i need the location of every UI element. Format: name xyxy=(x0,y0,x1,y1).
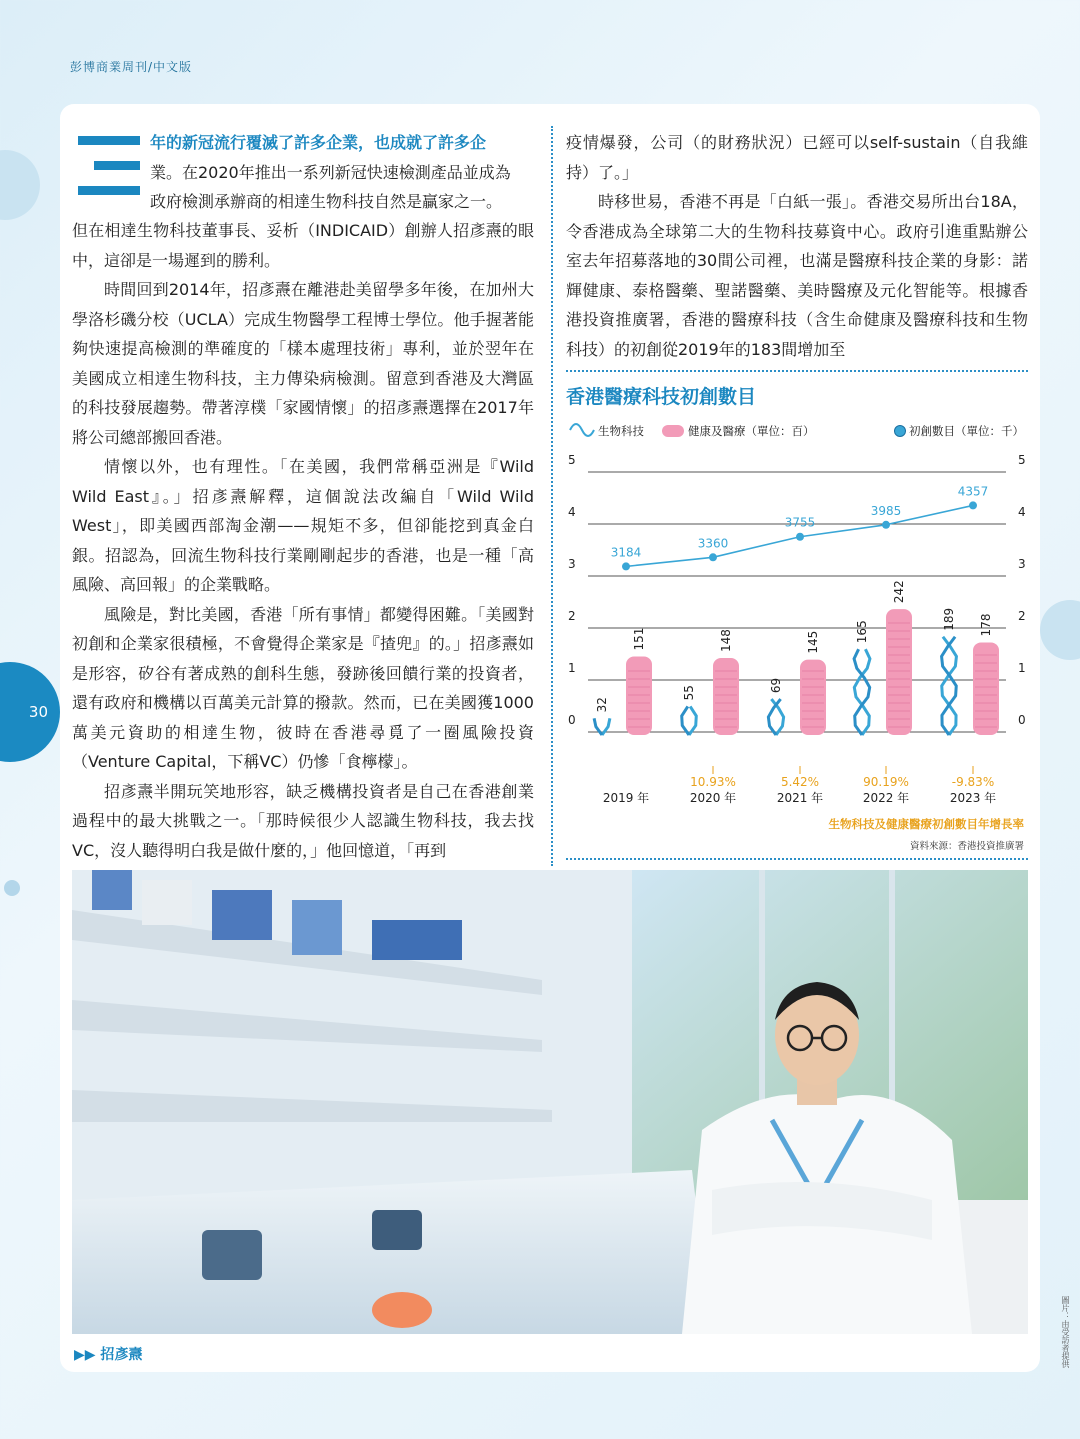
article-paragraph: 但在相達生物科技董事長、妥析（INDICAID）創辦人招彥燾的眼中，這卻是一場遲到的勝利。 xyxy=(72,221,534,270)
article-paragraph: 風險是，對比美國，香港「所有事情」都變得困難。「美國對初創和企業家很積極，不會覺得企業家是『揸兜』的。」招彥燾如是形容，矽谷有著成熟的創科生態，發跡後回饋行業的投資者，還有政府和機構以百萬美元計算的撥款。然而，已在美國獲1000萬美元資助的相達生物，彼時在香港尋覓了一圈風險投資（Venture Capital，下稱VC）仍慘「食檸檬」。 xyxy=(72,604,534,771)
total-value-label: 3985 xyxy=(870,503,902,518)
health-value-label: 178 xyxy=(979,613,993,637)
y-tick-right: 1 xyxy=(1018,661,1026,675)
legend-health: 健康及醫療（單位：百） xyxy=(688,424,815,438)
dna-bar xyxy=(682,706,689,735)
y-tick-right: 2 xyxy=(1018,609,1026,623)
article-paragraph: 疫情爆發，公司（的財務狀況）已經可以self-sustain（自我維持）了。」 xyxy=(566,133,1028,182)
y-tick-left: 3 xyxy=(568,557,576,571)
x-category-label: 2020 年 xyxy=(689,791,737,805)
health-value-label: 145 xyxy=(806,630,820,654)
article-paragraph: 招彥燾半開玩笑地形容，缺乏機構投資者是自己在香港創業過程中的最大挑戰之一。「那時候很少人認識生物科技，我去找VC，沒人聽得明白我是做什麼的，」他回憶道，「再到 xyxy=(72,781,534,860)
health-bar xyxy=(626,656,652,735)
chart-title: 香港醫療科技初創數目 xyxy=(566,386,757,408)
lead-line: 年的新冠流行覆滅了許多企業，也成就了許多企 xyxy=(150,133,487,152)
x-category-label: 2019 年 xyxy=(602,791,650,805)
biotech-value-label: 165 xyxy=(855,620,869,644)
total-value-label: 3755 xyxy=(784,515,816,530)
total-point xyxy=(969,501,977,509)
growth-rate-label: 90.19% xyxy=(863,775,909,789)
lead-line: 政府檢測承辦商的相達生物科技自然是贏家之一。 xyxy=(150,192,503,211)
lab-photo-illustration xyxy=(72,870,1028,1334)
growth-rate-label: 5.42% xyxy=(780,775,820,789)
y-tick-right: 3 xyxy=(1018,557,1026,571)
right-column xyxy=(566,128,1028,364)
article-paragraph: 情懷以外，也有理性。「在美國，我們常稱亞洲是『Wild Wild East』。」招彥燾解釋，這個說法改編自「Wild Wild West」，即美國西部淘金潮——規矩不多，但卻能挖到真金白銀。招認為，回流生物科技行業剛剛起步的香港，也是一種「高風險、高回報」的企業戰略。 xyxy=(72,457,534,594)
right-paragraphs xyxy=(566,128,1028,364)
y-tick-left: 0 xyxy=(568,713,576,727)
biotech-value-label: 55 xyxy=(682,685,696,701)
health-value-label: 242 xyxy=(892,580,906,604)
health-bar xyxy=(973,642,999,735)
total-point xyxy=(709,553,717,561)
x-category-label: 2022 年 xyxy=(862,791,910,805)
photo-credit: 圖片：由受訪者提供 xyxy=(1061,1296,1070,1368)
total-point xyxy=(796,533,804,541)
legend-dna-icon xyxy=(570,424,594,436)
page-number: 30 xyxy=(0,662,60,762)
x-category-label: 2021 年 xyxy=(776,791,824,805)
left-column xyxy=(72,128,534,865)
biotech-value-label: 32 xyxy=(595,697,609,713)
total-value-label: 4357 xyxy=(957,484,989,499)
biotech-value-label: 189 xyxy=(942,607,956,631)
chart-svg xyxy=(566,372,1028,858)
portrait-photo xyxy=(72,870,1028,1334)
lead-line: 業。在2020年推出一系列新冠快速檢測產品並成為 xyxy=(150,162,511,182)
masthead: 彭博商業周刊/中文版 xyxy=(70,60,193,74)
y-tick-left: 2 xyxy=(568,609,576,623)
legend-biotech: 生物科技 xyxy=(598,424,644,438)
caption-name: 招彥燾 xyxy=(100,1347,143,1363)
legend-total: 初創數目（單位：千） xyxy=(909,424,1024,438)
growth-rate-label: -9.83% xyxy=(951,775,995,789)
lead-lines xyxy=(150,128,534,217)
caption-arrow-icon: ▶▶ xyxy=(74,1347,96,1363)
growth-rate-label: 10.93% xyxy=(690,775,736,789)
lead-block xyxy=(72,128,534,216)
article-paragraph: 時移世易，香港不再是「白紙一張」。香港交易所出台18A，令香港成為全球第二大的生物科技募資中心。政府引進重點辦公室去年招募落地的30間公司裡，也滿是醫療科技企業的身影：諾輝健康、泰格醫藥、聖諾醫藥、美時醫療及元化智能等。根據香港投資推廣署，香港的醫療科技（含生命健康及醫療科技和生物科技）的初創從2019年的183間增加至 xyxy=(566,192,1028,359)
background-decoration xyxy=(4,880,20,896)
legend-pill-icon xyxy=(662,425,684,437)
biotech-value-label: 69 xyxy=(769,677,783,694)
y-tick-left: 4 xyxy=(568,505,576,519)
article-card xyxy=(60,104,1040,1372)
y-tick-right: 0 xyxy=(1018,713,1026,727)
y-tick-left: 1 xyxy=(568,661,576,675)
growth-note: 生物科技及健康醫療初創數目年增長率 xyxy=(828,817,1024,831)
total-value-label: 3360 xyxy=(697,536,729,551)
total-point xyxy=(622,562,630,570)
total-point xyxy=(882,521,890,529)
article-paragraph: 時間回到2014年，招彥燾在離港赴美留學多年後，在加州大學洛杉磯分校（UCLA）完成生物醫學工程博士學位。他手握著能夠快速提高檢測的準確度的「樣本處理技術」專利，並於翌年在美國成立相達生物科技，主力傳染病檢測。留意到香港及大灣區的科技發展趨勢。帶著淳樸「家國情懷」的招彥燾選擇在2017年將公司總部搬回香港。 xyxy=(72,280,534,447)
health-value-label: 148 xyxy=(719,629,733,653)
background-decoration xyxy=(0,150,40,220)
chart-panel xyxy=(566,370,1028,860)
dna-bar xyxy=(602,718,610,735)
dropcap-mark xyxy=(78,136,140,211)
total-value-label: 3184 xyxy=(610,545,642,560)
left-paragraphs xyxy=(72,216,534,865)
x-category-label: 2023 年 xyxy=(949,791,997,805)
dna-bar xyxy=(689,706,696,735)
background-decoration xyxy=(1040,600,1080,660)
y-tick-right: 5 xyxy=(1018,453,1026,467)
photo-caption xyxy=(74,1344,142,1364)
legend-total-icon xyxy=(895,426,906,437)
dna-bar xyxy=(594,718,602,735)
column-divider xyxy=(551,126,553,866)
health-bar xyxy=(886,609,912,735)
chart-source: 資料來源：香港投資推廣署 xyxy=(909,841,1024,852)
health-value-label: 151 xyxy=(632,627,646,651)
health-bar xyxy=(713,658,739,735)
y-tick-left: 5 xyxy=(568,453,576,467)
y-tick-right: 4 xyxy=(1018,505,1026,519)
